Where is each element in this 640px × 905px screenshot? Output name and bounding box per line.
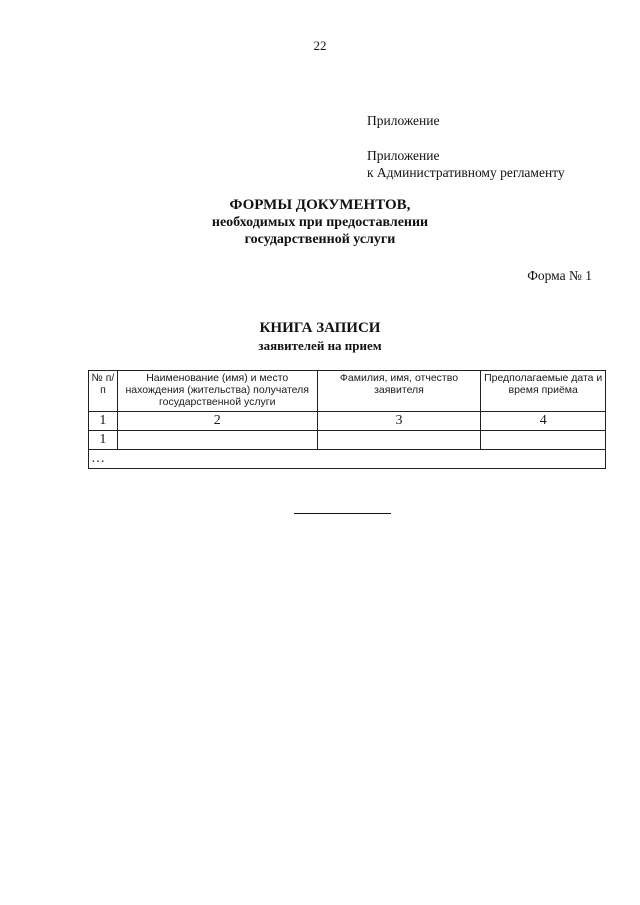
table-continuation-row: [89, 450, 606, 469]
appendix-label: Приложение: [367, 113, 440, 128]
table-header-row: [89, 371, 606, 412]
numbering-cell: 3: [317, 412, 481, 431]
numbering-cell: 1: [89, 412, 118, 431]
column-header-recipient: Наименование (имя) и место нахождения (жительства) получателя государственной услуги: [117, 371, 317, 412]
table-numbering-row: [89, 412, 606, 431]
table-cell: [317, 431, 481, 450]
numbering-cell: 4: [481, 412, 606, 431]
appendix-reference-label: Приложение: [367, 148, 440, 163]
register-table: [88, 370, 606, 469]
book-title-main: КНИГА ЗАПИСИ: [259, 320, 381, 336]
column-header-number: № п/п: [89, 371, 118, 412]
appendix-reference: [367, 147, 565, 181]
table-cell: [117, 431, 317, 450]
forms-title-main: ФОРМЫ ДОКУМЕНТОВ,: [229, 197, 411, 213]
appendix-reference-target: к Административному регламенту: [367, 165, 565, 180]
page-number: 22: [313, 38, 327, 53]
column-header-applicant: Фамилия, имя, отчество заявителя: [317, 371, 481, 412]
book-title: [0, 319, 640, 355]
closing-rule: [294, 513, 391, 514]
column-header-appointment: Предполагаемые дата и время приёма: [481, 371, 606, 412]
forms-title: [0, 197, 640, 248]
numbering-cell: 2: [117, 412, 317, 431]
table-row: [89, 431, 606, 450]
table-cell: 1: [89, 431, 118, 450]
continuation-ellipsis: …: [89, 450, 606, 469]
form-number: Форма № 1: [527, 268, 592, 283]
forms-title-line3: государственной услуги: [244, 232, 396, 247]
forms-title-line2: необходимых при предоставлении: [211, 215, 429, 230]
book-title-sub: заявителей на прием: [258, 338, 382, 353]
table-cell: [481, 431, 606, 450]
